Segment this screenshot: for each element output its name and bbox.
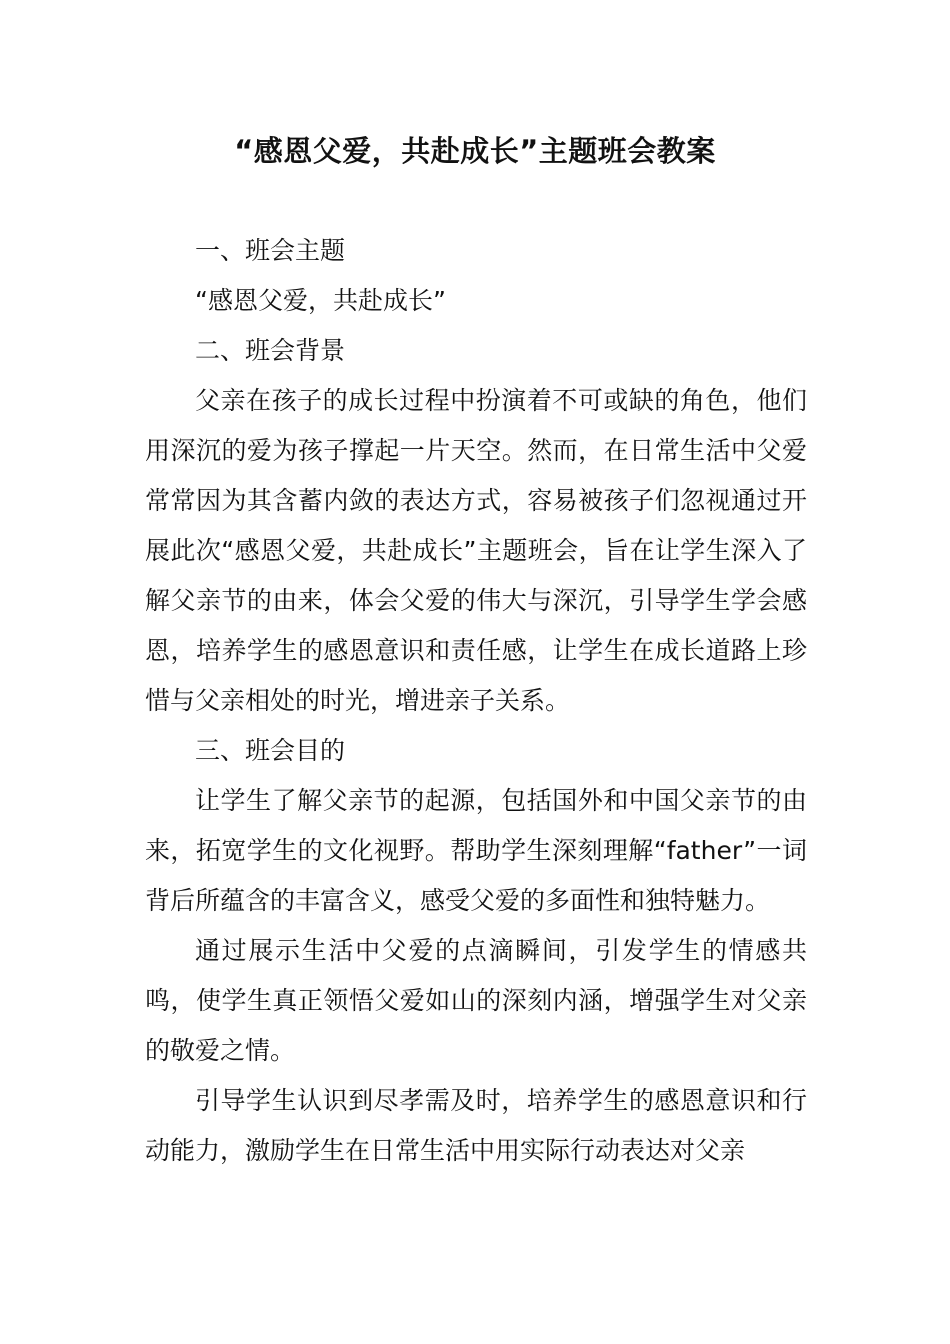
background-paragraph: 父亲在孩子的成长过程中扮演着不可或缺的角色，他们用深沉的爱为孩子撑起一片天空。然而，在日常生活中父爱常常因为其含蓄内敛的表达方式，容易被孩子们忽视通过开展此次“感恩父爱，共赴成长”主题班会，旨在让学生深入了解父亲节的由来，体会父爱的伟大与深沉，引导学生学会感恩，培养学生的感恩意识和责任感，让学生在成长道路上珍惜与父亲相处的时光，增进亲子关系。 (145, 386, 807, 715)
document-body (145, 226, 807, 1176)
section-heading-background: 二、班会背景 (195, 336, 346, 365)
purpose-paragraph-2: 通过展示生活中父爱的点滴瞬间，引发学生的情感共鸣，使学生真正领悟父爱如山的深刻内涵，增强学生对父亲的敬爱之情。 (145, 936, 807, 1065)
section-heading-theme: 一、班会主题 (195, 236, 346, 265)
purpose-paragraph-1: 让学生了解父亲节的起源，包括国外和中国父亲节的由来，拓宽学生的文化视野。帮助学生深刻理解“father”一词背后所蕴含的丰富含义，感受父爱的多面性和独特魅力。 (145, 786, 807, 915)
purpose-paragraph-3: 引导学生认识到尽孝需及时，培养学生的感恩意识和行动能力，激励学生在日常生活中用实际行动表达对父亲 (145, 1086, 807, 1165)
document-title: “感恩父爱，共赴成长”主题班会教案 (234, 134, 716, 168)
theme-text: “感恩父爱，共赴成长” (195, 286, 446, 315)
section-heading-purpose: 三、班会目的 (195, 736, 346, 765)
